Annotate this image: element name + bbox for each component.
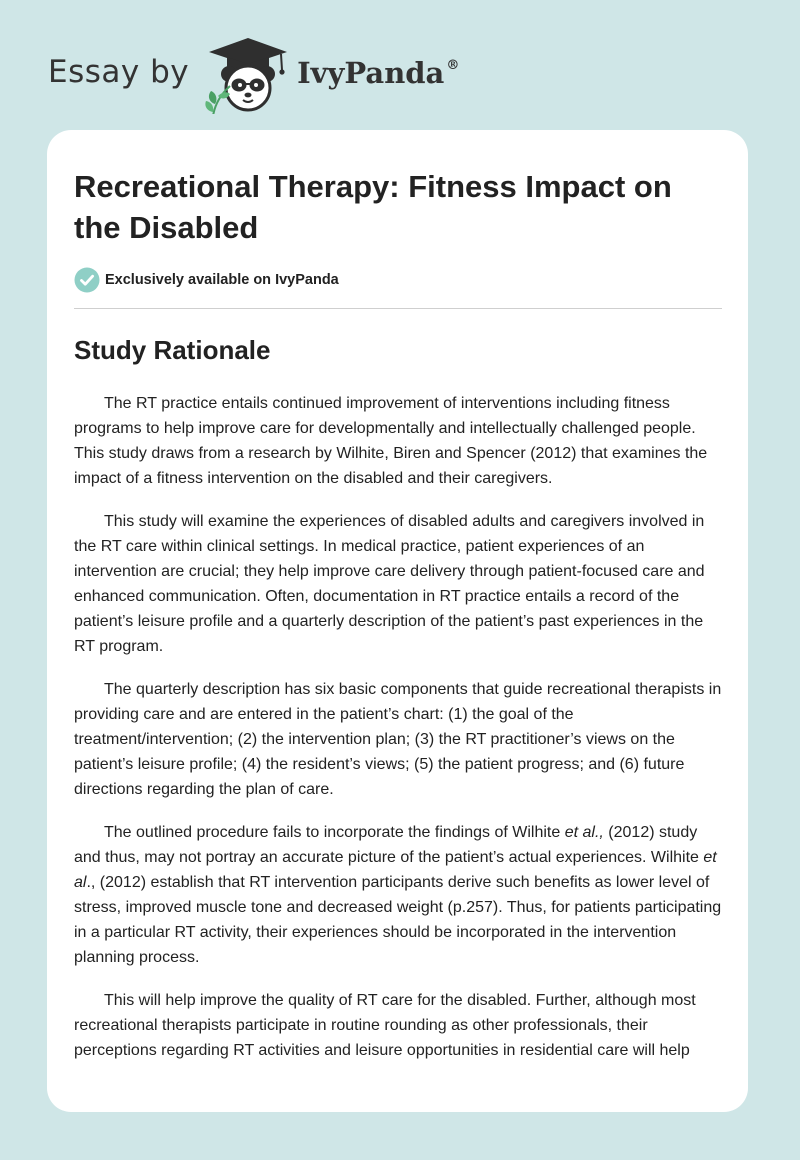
exclusivity-text: Exclusively available on IvyPanda [105,272,339,288]
paragraph-text: The RT practice entails continued improvement of interventions including fitness programs to help improve care for developmentally and intellectually challenged people. This study draws from a research by Wilhite, Biren and Spencer (2012) that examines the impact of a fitness intervention on the disabled and their caregivers. [74,395,708,487]
paragraph-text: ., (2012) establish that RT intervention participants derive such benefits as lower level of stress, improved muscle tone and decreased weight (p.257). Thus, for patients participating in a particular RT activity, their experiences should be incorporated in the intervention planning process. [74,874,722,966]
paragraph-text: (2012) study and thus, may not portray an accurate picture of the patient’s actual experiences. Wilhite [74,824,704,866]
section-heading: Study Rationale [74,335,271,365]
exclusivity-badge [74,267,722,293]
panda-graduate-icon[interactable] [203,34,293,114]
citation-italic: et al., [564,824,604,841]
paragraph-text: The outlined procedure fails to incorporate the findings of Wilhite [104,824,565,841]
paragraph-4 [74,820,722,970]
registered-mark: ® [446,58,460,73]
site-header [48,34,459,114]
paragraph-5 [74,988,722,1063]
citation-italic: et al [74,849,717,891]
paragraph-1 [74,391,722,491]
paragraph-3 [74,677,722,802]
brand-name-text: IvyPanda [297,56,445,90]
paragraph-text: The quarterly description has six basic components that guide recreational therapists in providing care and are entered in the patient’s chart: (1) the goal of the treatment/intervention; (2) the intervention plan; (3) the RT practitioner’s views on the patient’s leisure profile; (4) the resident’s views; (5) the patient progress; and (6) future directions regarding the plan of care. [74,681,722,798]
check-circle-icon [74,267,100,293]
divider [74,308,722,309]
paragraph-2 [74,509,722,659]
page-title: Recreational Therapy: Fitness Impact on the Disabled [74,169,672,245]
ivypanda-brand-name[interactable] [297,56,459,90]
article-card [47,130,748,1112]
paragraph-text: This study will examine the experiences of disabled adults and caregivers involved in the RT care within clinical settings. In medical practice, patient experiences of an intervention are crucial; they help improve care delivery through patient-focused care and enhanced communication. Often, documentation in RT practice entails a record of the patient’s leisure profile and a quarterly description of the patient’s past experiences in the RT program. [74,513,705,655]
essay-by-label: Essay by [48,54,190,90]
paragraph-text: This will help improve the quality of RT care for the disabled. Further, although most recreational therapists participate in routine rounding as other professionals, their perceptions regarding RT activities and leisure opportunities in residential care will help [74,992,696,1059]
